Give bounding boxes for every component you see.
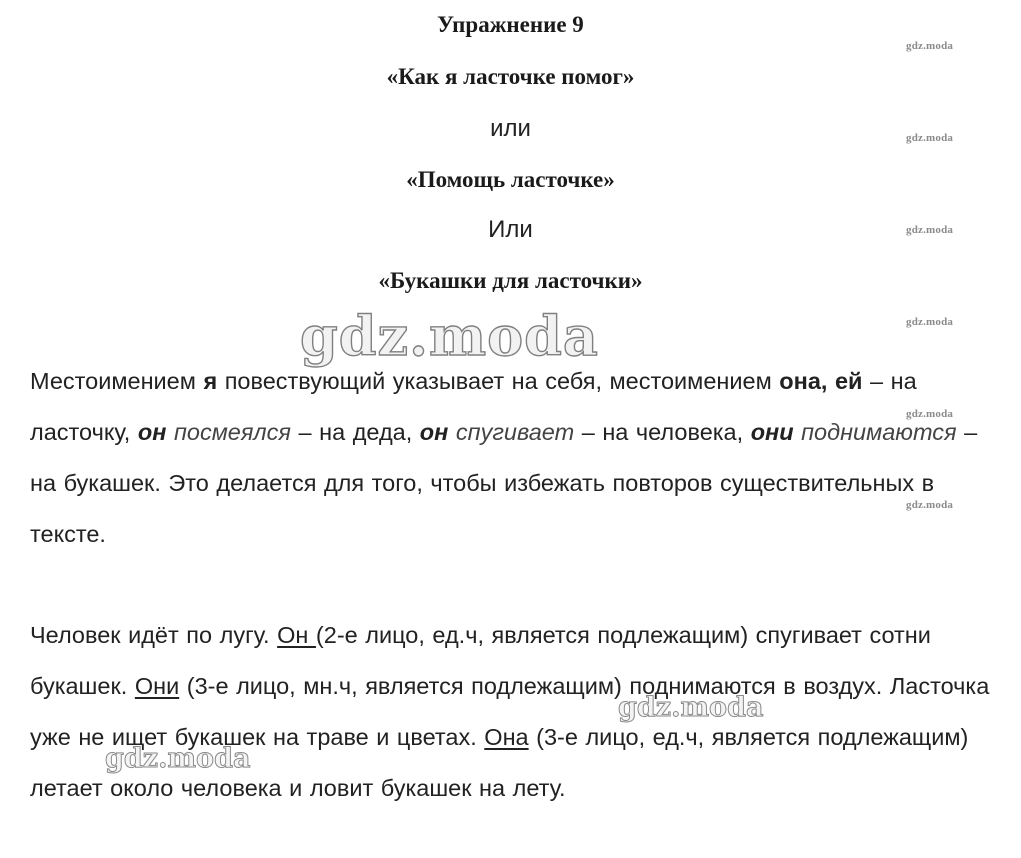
verb-podnimayutsya: поднимаются <box>801 419 957 445</box>
title-option-1: «Как я ласточке помог» <box>386 64 635 89</box>
paragraph-1: Местоимением я повествующий указывает на себя, местоимением она, ей – на ласточку, он посмеялся – на деда, он спугивает – на человека, они поднимаются – на букашек. Это делается для того, чтобы избежать повторов существительных в тексте. <box>30 368 978 547</box>
paragraph-2: Человек идёт по лугу. Он (2-е лицо, ед.ч, является подлежащим) спугивает сотни букашек. Они (3-е лицо, мн.ч, является подлежащим) поднимаются в воздух. Ласточка уже не ищет букашек на траве и цветах. Она (3-е лицо, ед.ч, является подлежащим) летает около человека и ловит букашек на лету. <box>30 622 990 801</box>
watermark-small: gdz.moda <box>906 40 954 52</box>
pronoun-ya: я <box>203 368 218 394</box>
watermark-medium: gdz.moda <box>105 743 251 774</box>
exercise-title: Упражнение 9 <box>437 12 584 37</box>
title-or-2: Или <box>488 216 533 243</box>
watermark-small: gdz.moda <box>906 499 954 511</box>
title-option-2: «Помощь ласточке» <box>406 167 615 192</box>
watermark-small: gdz.moda <box>906 224 954 236</box>
subject-on: Он <box>277 622 316 648</box>
subject-oni: Они <box>134 673 180 699</box>
watermark-small: gdz.moda <box>906 316 954 328</box>
verb-spugivaet: спугивает <box>455 419 575 445</box>
watermark-large: gdz.moda <box>300 304 599 368</box>
subject-ona: Она <box>484 724 529 750</box>
pronoun-on-1: он <box>137 419 167 445</box>
watermark-medium: gdz.moda <box>618 692 764 723</box>
watermark-small: gdz.moda <box>906 408 954 420</box>
verb-posmeyalsya: посмеялся <box>173 419 291 445</box>
title-or-1: или <box>490 115 531 142</box>
watermark-small: gdz.moda <box>906 132 954 144</box>
pronoun-ona-ei: она, ей <box>779 368 863 394</box>
pronoun-on-2: он <box>419 419 449 445</box>
title-option-3: «Букашки для ласточки» <box>378 268 643 293</box>
pronoun-oni: они <box>750 419 794 445</box>
